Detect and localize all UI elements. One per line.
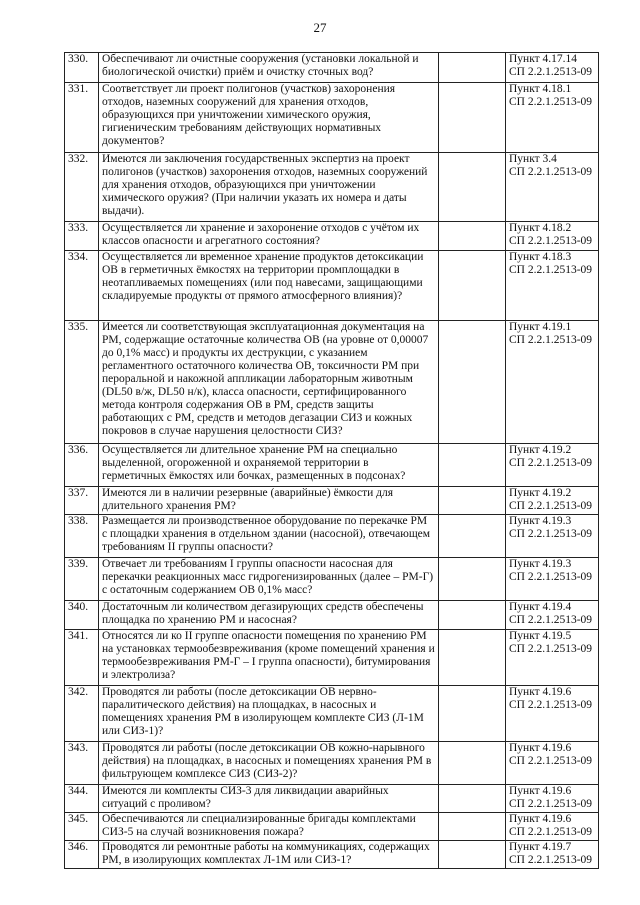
- reference-cell: [506, 558, 599, 601]
- question-text: Имеются ли заключения государственных экспертиз на проект полигонов (участков) захоронения отходов, наземных сооружений для хранения отходов, образующихся при уничтожении химического оружия? (При наличии указать их номера и даты выдачи).: [99, 153, 439, 222]
- reference-clause: Пункт 4.19.5: [509, 630, 572, 642]
- row-number: 343.: [65, 742, 99, 785]
- row-number: 339.: [65, 558, 99, 601]
- reference-cell: [506, 515, 599, 558]
- row-number: 335.: [65, 321, 99, 444]
- table-row: [65, 601, 599, 630]
- table-row: [65, 321, 599, 444]
- reference-cell: [506, 785, 599, 813]
- table-row: [65, 444, 599, 487]
- row-number: 332.: [65, 153, 99, 222]
- question-text: Имеется ли соответствующая эксплуатационная документация на РМ, содержащие остаточные количества ОВ (на уровне от 0,00007 до 0,1% масс) и продукты их деструкции, с указанием регламентного остаточного количества ОВ, токсичности РМ при пероральной и накожной аппликации лабораторным животным (DL50 в/ж, DL50 н/к), класса опасности, сертифицированного метода контроля содержания ОВ в РМ, средств защиты работающих с РМ, средств и методов дегазации СИЗ и кожных покровов в случае нарушения целостности СИЗ?: [99, 321, 439, 444]
- answer-cell: [439, 601, 506, 630]
- table-row: [65, 813, 599, 841]
- reference-document: СП 2.2.1.2513-09: [509, 66, 593, 78]
- row-number: 345.: [65, 813, 99, 841]
- answer-cell: [439, 53, 506, 83]
- reference-document: СП 2.2.1.2513-09: [509, 235, 593, 247]
- checklist-rows: [65, 53, 599, 869]
- question-text: Проводятся ли работы (после детоксикации ОВ нервно-паралитического действия) на площадках, в насосных и помещениях хранения РМ в изолирующем комплекте СИЗ (Л-1М или СИЗ-1)?: [99, 686, 439, 742]
- answer-cell: [439, 444, 506, 487]
- reference-document: СП 2.2.1.2513-09: [509, 571, 593, 583]
- reference-clause: Пункт 4.18.3: [509, 251, 572, 263]
- reference-cell: [506, 686, 599, 742]
- table-row: [65, 841, 599, 869]
- row-number: 338.: [65, 515, 99, 558]
- reference-document: СП 2.2.1.2513-09: [509, 854, 593, 866]
- question-text: Осуществляется ли временное хранение продуктов детоксикации ОВ в герметичных ёмкостях на территории промплощадки в неотапливаемых помещениях (или под навесами, защищающими складируемые продукты от прямого атмосферного влияния)?: [99, 251, 439, 321]
- question-text: Проводятся ли ремонтные работы на коммуникациях, содержащих РМ, в изолирующих комплектах Л-1М или СИЗ-1?: [99, 841, 439, 869]
- question-text: Имеются ли в наличии резервные (аварийные) ёмкости для длительного хранения РМ?: [99, 487, 439, 515]
- question-text: Имеются ли комплекты СИЗ-3 для ликвидации аварийных ситуаций с проливом?: [99, 785, 439, 813]
- table-row: [65, 785, 599, 813]
- row-number: 342.: [65, 686, 99, 742]
- answer-cell: [439, 558, 506, 601]
- row-number: 346.: [65, 841, 99, 869]
- table-row: [65, 83, 599, 153]
- answer-cell: [439, 83, 506, 153]
- reference-cell: [506, 742, 599, 785]
- reference-clause: Пункт 4.19.1: [509, 321, 572, 333]
- reference-clause: Пункт 4.19.6: [509, 742, 572, 754]
- reference-cell: [506, 487, 599, 515]
- table-row: [65, 487, 599, 515]
- reference-clause: Пункт 4.19.2: [509, 487, 572, 499]
- reference-cell: [506, 53, 599, 83]
- table-row: [65, 742, 599, 785]
- question-text: Размещается ли производственное оборудование по перекачке РМ с площадки хранения в отдельном здании (насосной), отвечающем требованиям II группы опасности?: [99, 515, 439, 558]
- table-row: [65, 558, 599, 601]
- reference-document: СП 2.2.1.2513-09: [509, 500, 593, 512]
- reference-cell: [506, 251, 599, 321]
- reference-clause: Пункт 4.19.4: [509, 601, 572, 613]
- question-text: Обеспечивают ли очистные сооружения (установки локальной и биологической очистки) приём и очистку сточных вод?: [99, 53, 439, 83]
- question-text: Обеспечиваются ли специализированные бригады комплектами СИЗ-5 на случай возникновения пожара?: [99, 813, 439, 841]
- answer-cell: [439, 321, 506, 444]
- reference-document: СП 2.2.1.2513-09: [509, 826, 593, 838]
- reference-clause: Пункт 4.19.6: [509, 813, 572, 825]
- reference-document: СП 2.2.1.2513-09: [509, 166, 593, 178]
- table-row: [65, 515, 599, 558]
- question-text: Проводятся ли работы (после детоксикации ОВ кожно-нарывного действия) на площадках, в насосных и помещениях хранения РМ в фильтрующем комплексе СИЗ (СИЗ-2)?: [99, 742, 439, 785]
- reference-clause: Пункт 4.19.2: [509, 444, 572, 456]
- question-text: Осуществляется ли хранение и захоронение отходов с учётом их классов опасности и агрегатного состояния?: [99, 222, 439, 251]
- reference-cell: [506, 222, 599, 251]
- row-number: 341.: [65, 630, 99, 686]
- row-number: 333.: [65, 222, 99, 251]
- table-row: [65, 630, 599, 686]
- reference-cell: [506, 153, 599, 222]
- reference-clause: Пункт 4.19.3: [509, 558, 572, 570]
- reference-clause: Пункт 4.18.2: [509, 222, 572, 234]
- reference-clause: Пункт 4.19.3: [509, 515, 572, 527]
- answer-cell: [439, 222, 506, 251]
- answer-cell: [439, 841, 506, 869]
- question-text: Осуществляется ли длительное хранение РМ на специально выделенной, огороженной и охраняемой территории в герметичных ёмкостях или бочках, размещенных в подсонах?: [99, 444, 439, 487]
- reference-cell: [506, 601, 599, 630]
- row-number: 334.: [65, 251, 99, 321]
- row-number: 344.: [65, 785, 99, 813]
- reference-clause: Пункт 4.19.6: [509, 785, 572, 797]
- table-row: [65, 222, 599, 251]
- question-text: Отвечает ли требованиям I группы опасности насосная для перекачки реакционных масс гидрогенизированных (далее – РМ-Г) с остаточным содержанием ОВ 0,1% масс?: [99, 558, 439, 601]
- reference-document: СП 2.2.1.2513-09: [509, 528, 593, 540]
- answer-cell: [439, 742, 506, 785]
- checklist-table: [64, 52, 599, 869]
- table-row: [65, 251, 599, 321]
- question-text: Относятся ли ко II группе опасности помещения по хранению РМ на установках термообезвреживания (кроме помещений хранения и термообезвреживания РМ-Г – I группа опасности), битумирования и электролиза?: [99, 630, 439, 686]
- reference-document: СП 2.2.1.2513-09: [509, 699, 593, 711]
- reference-cell: [506, 444, 599, 487]
- row-number: 337.: [65, 487, 99, 515]
- row-number: 330.: [65, 53, 99, 83]
- reference-clause: Пункт 4.18.1: [509, 83, 572, 95]
- question-text: Достаточным ли количеством дегазирующих средств обеспечены площадка по хранению РМ и насосная?: [99, 601, 439, 630]
- reference-cell: [506, 83, 599, 153]
- reference-document: СП 2.2.1.2513-09: [509, 755, 593, 767]
- answer-cell: [439, 515, 506, 558]
- answer-cell: [439, 785, 506, 813]
- reference-document: СП 2.2.1.2513-09: [509, 457, 593, 469]
- answer-cell: [439, 813, 506, 841]
- reference-document: СП 2.2.1.2513-09: [509, 614, 593, 626]
- reference-cell: [506, 813, 599, 841]
- page-number: 27: [313, 20, 327, 35]
- question-text: Соответствует ли проект полигонов (участков) захоронения отходов, наземных сооружений для хранения отходов, образующихся при уничтожении химического оружия, гигиеническим требованиям действующих нормативных документов?: [99, 83, 439, 153]
- row-number: 336.: [65, 444, 99, 487]
- answer-cell: [439, 630, 506, 686]
- table-row: [65, 153, 599, 222]
- table-row: [65, 53, 599, 83]
- reference-document: СП 2.2.1.2513-09: [509, 334, 593, 346]
- reference-clause: Пункт 3.4: [509, 153, 557, 165]
- answer-cell: [439, 251, 506, 321]
- reference-clause: Пункт 4.19.6: [509, 686, 572, 698]
- reference-clause: Пункт 4.17.14: [509, 53, 578, 65]
- reference-document: СП 2.2.1.2513-09: [509, 96, 593, 108]
- reference-cell: [506, 841, 599, 869]
- reference-document: СП 2.2.1.2513-09: [509, 798, 593, 810]
- table-row: [65, 686, 599, 742]
- reference-cell: [506, 630, 599, 686]
- reference-clause: Пункт 4.19.7: [509, 841, 572, 853]
- answer-cell: [439, 153, 506, 222]
- row-number: 331.: [65, 83, 99, 153]
- reference-document: СП 2.2.1.2513-09: [509, 643, 593, 655]
- reference-cell: [506, 321, 599, 444]
- row-number: 340.: [65, 601, 99, 630]
- reference-document: СП 2.2.1.2513-09: [509, 264, 593, 276]
- answer-cell: [439, 686, 506, 742]
- answer-cell: [439, 487, 506, 515]
